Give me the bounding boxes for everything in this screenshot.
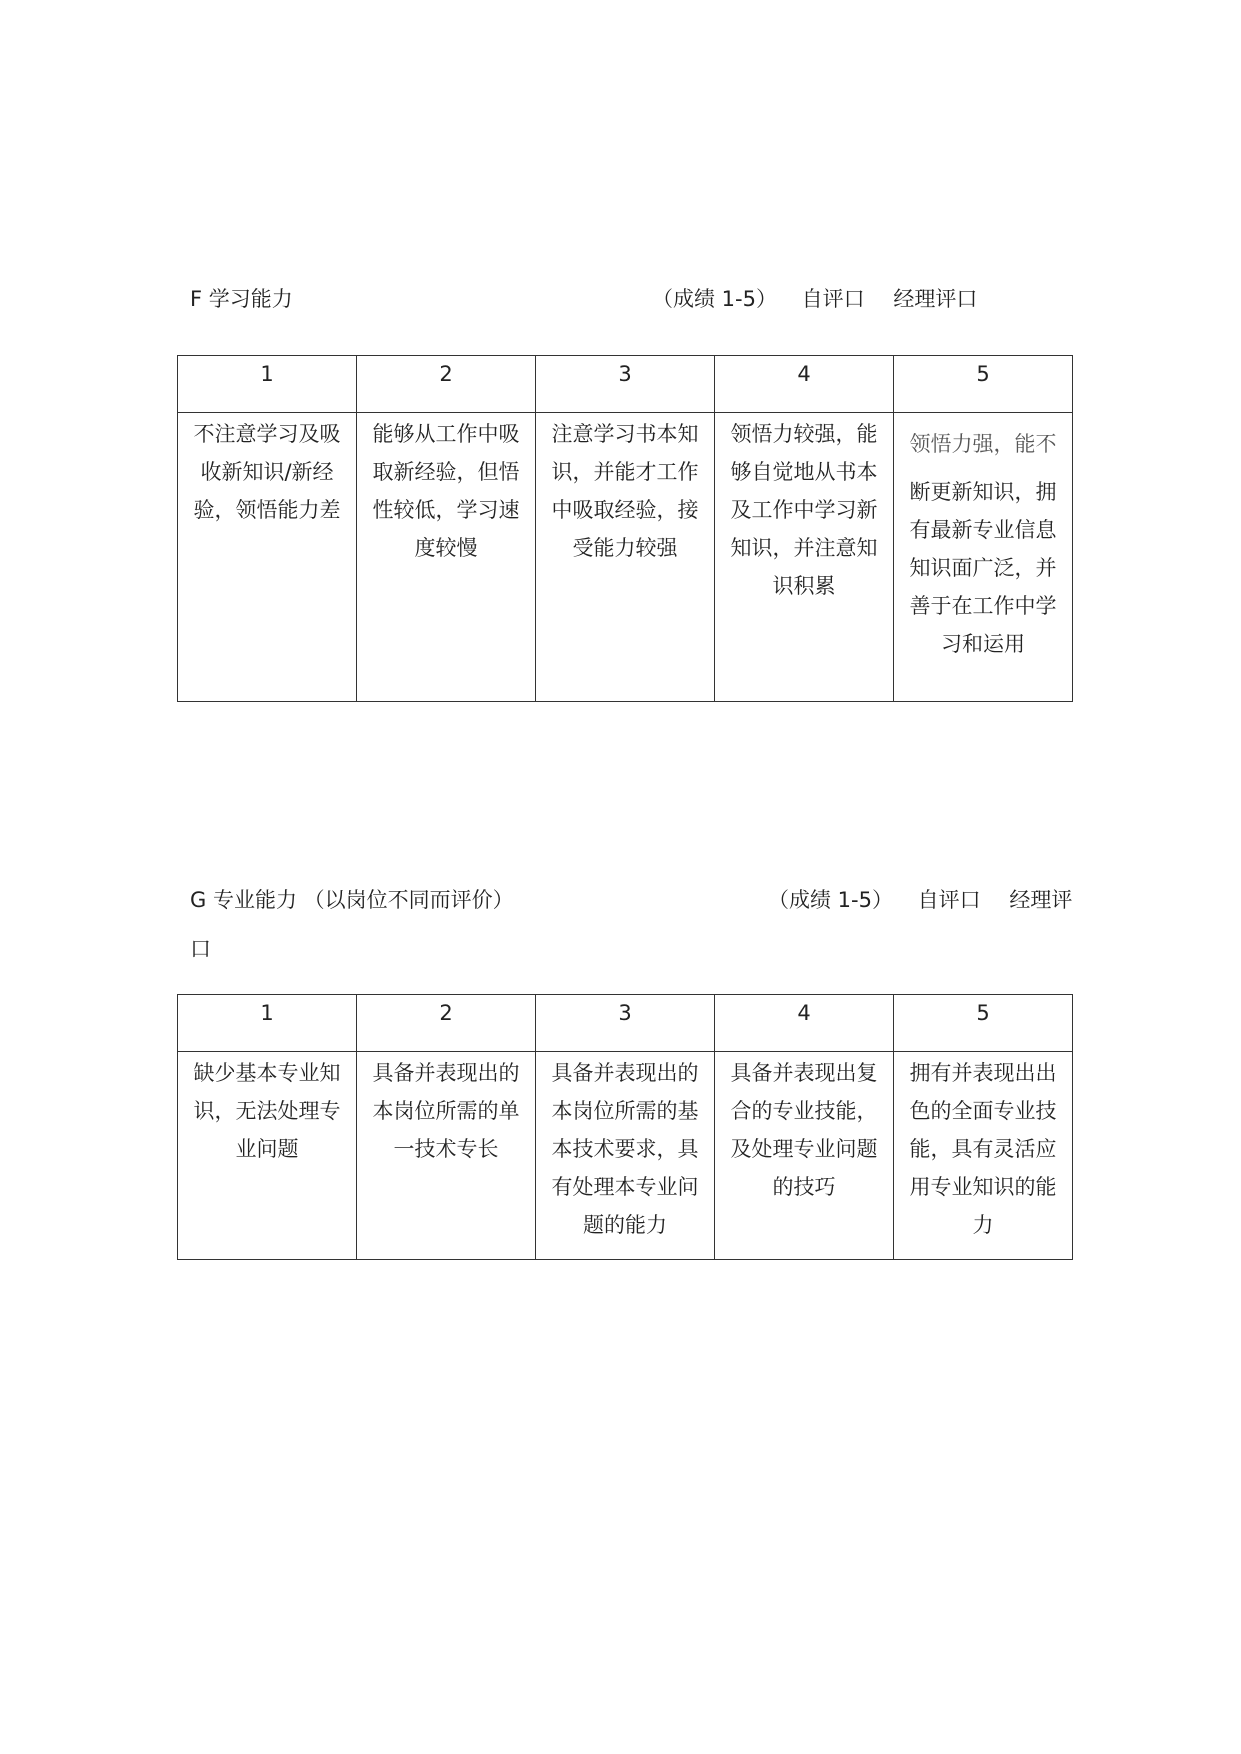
level-cell: 4 (715, 356, 894, 413)
section-g-rubric-table (177, 994, 1073, 1260)
description-cell: 缺少基本专业知识，无法处理专业问题 (178, 1052, 357, 1260)
section-f-rubric-table (177, 355, 1073, 702)
description-cell: 不注意学习及吸收新知识/新经验，领悟能力差 (178, 413, 357, 702)
manager-eval-wrap-box[interactable]: 口 (190, 937, 211, 961)
level-cell: 2 (357, 995, 536, 1052)
score-range-label: （成绩 1-5） (768, 888, 893, 912)
table-header-row (178, 995, 1073, 1052)
section-g-score-row (768, 887, 1072, 913)
level-cell: 3 (536, 995, 715, 1052)
manager-eval-checkbox-label[interactable]: 经理评 (1009, 888, 1073, 912)
description-cell: 具备并表现出的本岗位所需的单一技术专长 (357, 1052, 536, 1260)
section-f-title: F 学习能力 (190, 287, 293, 311)
level-cell: 5 (894, 995, 1073, 1052)
section-g-title: G 专业能力 （以岗位不同而评价） (190, 888, 514, 912)
description-cell: 具备并表现出复合的专业技能，及处理专业问题的技巧 (715, 1052, 894, 1260)
description-cell: 领悟力较强，能够自觉地从书本及工作中学习新知识，并注意知识积累 (715, 413, 894, 702)
table-row (178, 1052, 1073, 1260)
table-header-row (178, 356, 1073, 413)
level-cell: 2 (357, 356, 536, 413)
manager-eval-checkbox-label[interactable]: 经理评口 (893, 287, 978, 311)
description-cell (894, 413, 1073, 702)
description-cell: 拥有并表现出出色的全面专业技能，具有灵活应用专业知识的能力 (894, 1052, 1073, 1260)
self-eval-checkbox-label[interactable]: 自评口 (801, 287, 865, 311)
section-f-score-row (652, 286, 977, 312)
description-first-line: 领悟力强，能不 (909, 432, 1057, 456)
description-cell: 注意学习书本知识，并能才工作中吸取经验，接受能力较强 (536, 413, 715, 702)
table-row (178, 413, 1073, 702)
description-cell: 能够从工作中吸取新经验，但悟性较低，学习速度较慢 (357, 413, 536, 702)
self-eval-checkbox-label[interactable]: 自评口 (917, 888, 981, 912)
level-cell: 3 (536, 356, 715, 413)
level-cell: 4 (715, 995, 894, 1052)
level-cell: 5 (894, 356, 1073, 413)
level-cell: 1 (178, 995, 357, 1052)
score-range-label: （成绩 1-5） (652, 287, 777, 311)
description-rest: 断更新知识，拥有最新专业信息知识面广泛，并善于在工作中学习和运用 (909, 480, 1057, 656)
description-cell: 具备并表现出的本岗位所需的基本技术要求，具有处理本专业问题的能力 (536, 1052, 715, 1260)
level-cell: 1 (178, 356, 357, 413)
